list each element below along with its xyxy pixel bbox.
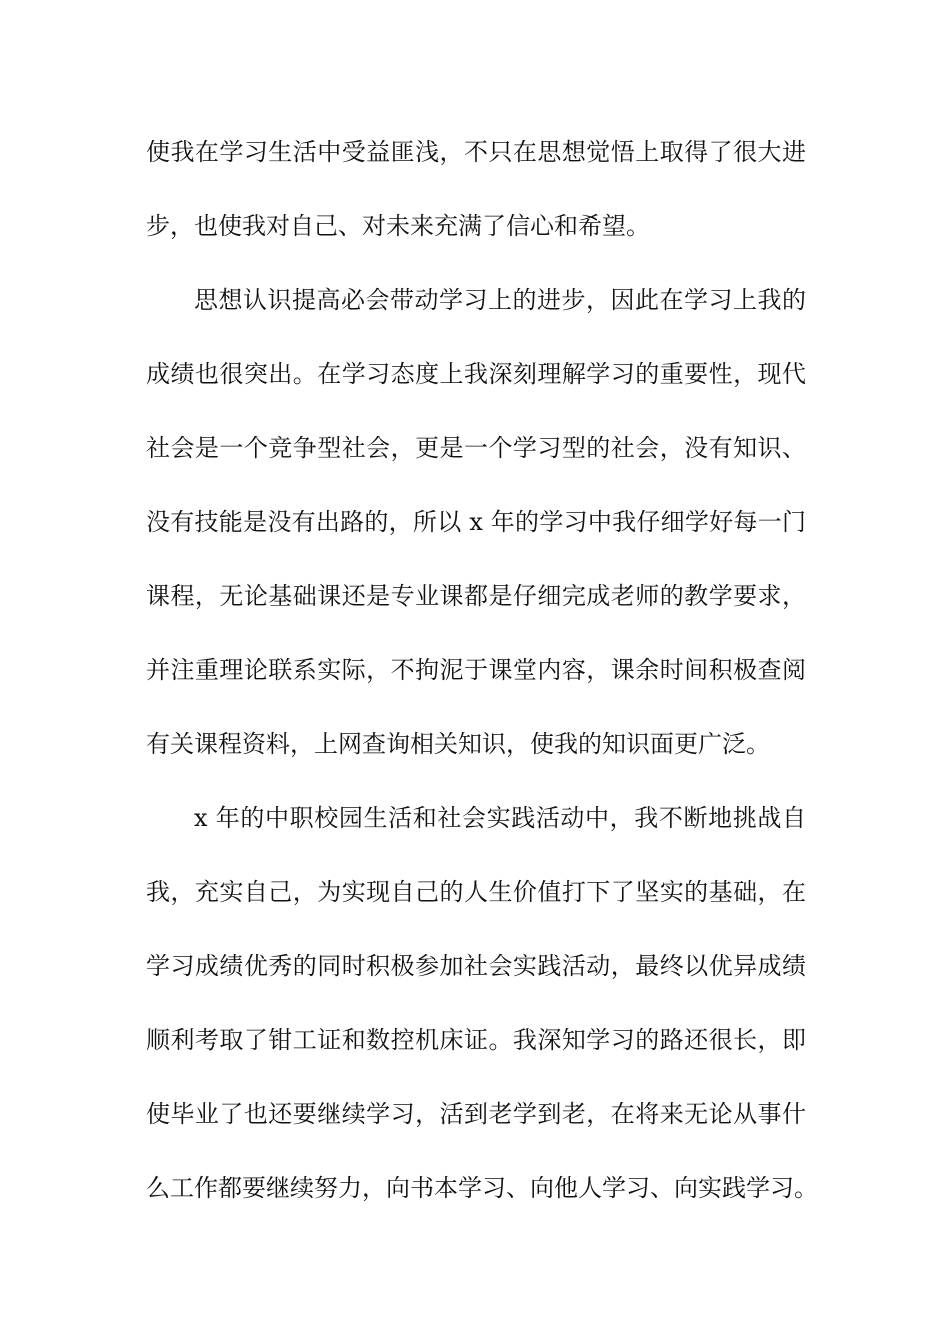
text-line: 我，充实自己，为实现自己的人生价值打下了坚实的基础，在: [146, 878, 806, 906]
text-line: 使毕业了也还要继续学习，活到老学到老，在将来无论从事什: [146, 1100, 806, 1128]
text-line: 社会是一个竞争型社会，更是一个学习型的社会，没有知识、: [146, 434, 806, 462]
text-line: 顺利考取了钳工证和数控机床证。我深知学习的路还很长，即: [146, 1026, 806, 1054]
text-line: 没有技能是没有出路的，所以 x 年的学习中我仔细学好每一门: [146, 508, 806, 536]
text-line: 并注重理论联系实际，不拘泥于课堂内容，课余时间积极查阅: [146, 656, 806, 684]
text-line: 么工作都要继续努力，向书本学习、向他人学习、向实践学习。: [146, 1174, 818, 1202]
text-line: 课程，无论基础课还是专业课都是仔细完成老师的教学要求，: [146, 582, 806, 610]
text-line: 学习成绩优秀的同时积极参加社会实践活动，最终以优异成绩: [146, 952, 806, 980]
text-line: 步，也使我对自己、对未来充满了信心和希望。: [146, 212, 650, 240]
text-line: 使我在学习生活中受益匪浅，不只在思想觉悟上取得了很大进: [146, 138, 806, 166]
text-line: 成绩也很突出。在学习态度上我深刻理解学习的重要性，现代: [146, 360, 806, 388]
paragraph-start-line: 思想认识提高必会带动学习上的进步，因此在学习上我的: [194, 286, 806, 314]
text-line: 有关课程资料，上网查询相关知识，使我的知识面更广泛。: [146, 730, 770, 758]
paragraph-start-line: x 年的中职校园生活和社会实践活动中，我不断地挑战自: [194, 804, 806, 832]
